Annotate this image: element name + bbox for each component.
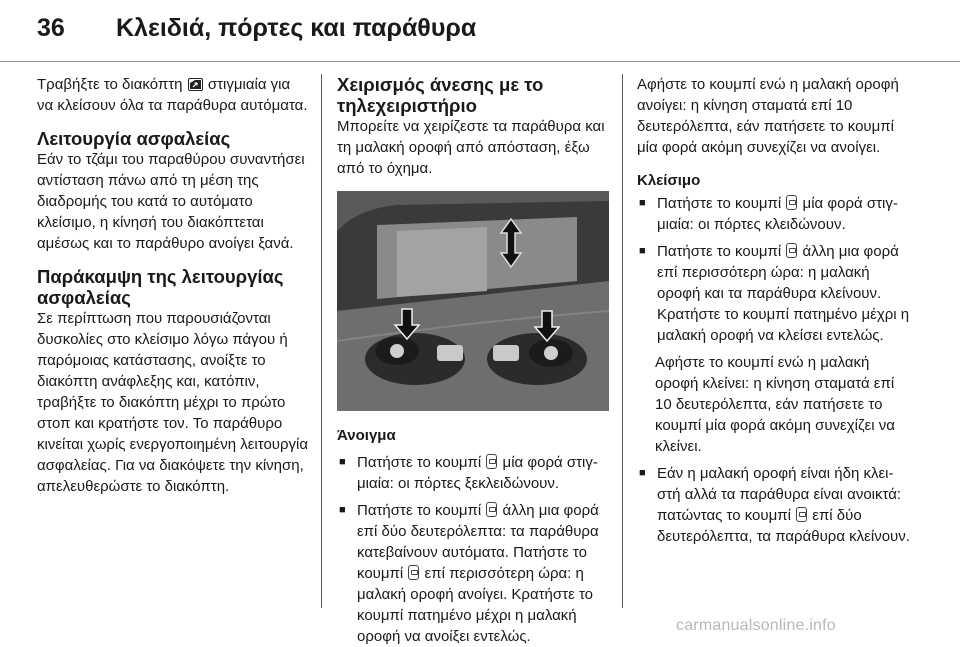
list-item: ■ Εάν η μαλακή οροφή είναι ήδη κλειστή αλλά τα παράθυρα είναι ανοικτά: πατώντας το κουμπί επί δύο δευτερόλεπτα, τα παράθυρα κλείνουν. bbox=[639, 465, 910, 545]
remote-intro: Μπορείτε να χειρίζεστε τα παράθυρα και τη μαλακή οροφή από απόσταση, έξω από το όχημα. bbox=[337, 118, 605, 177]
safety-heading: Λειτουργία ασφαλείας bbox=[37, 128, 231, 149]
list-item: ■ Πατήστε το κουμπί μία φορά στιγμιαία: οι πόρτες κλειδώνουν. bbox=[639, 195, 898, 233]
column-divider bbox=[622, 74, 623, 608]
watermark: carmanualsonline.info bbox=[676, 617, 836, 634]
lock-button-icon bbox=[786, 195, 797, 210]
page-title: Κλειδιά, πόρτες και παράθυρα bbox=[116, 14, 477, 42]
page-header bbox=[0, 0, 960, 62]
list-item: ■ Πατήστε το κουμπί άλλη μια φορά επί περισσότερη ώρα: η μαλακή οροφή και τα παράθυρα κλείνουν. Κρατήστε το κουμπί πατημένο μέχρι η μαλακή οροφή να κλείσει εντελώς. bbox=[639, 243, 910, 344]
opening-heading: Άνοιγμα bbox=[337, 427, 396, 444]
list-item: ■ Πατήστε το κουμπί άλλη μια φορά επί δύο δευτερόλεπτα: τα παράθυρα κατεβαίνουν αυτόματα. Πατήστε το κουμπί επί περισσότερη ώρα: η μαλακή οροφή ανοίγει. Κρατήστε το κουμπί πατημένο μέχρι η μαλακή οροφή να ανοίξει εντελώς. bbox=[339, 502, 599, 645]
unlock-button-icon bbox=[486, 502, 497, 517]
closing-release-text: Αφήστε το κουμπί ενώ η μαλακή οροφή κλείνει: η κίνηση σταματά επί 10 δευτερόλεπτα, εάν πατήσετε το κουμπί μία φορά ακόμη συνεχίζει να κλείνει. bbox=[655, 354, 895, 455]
window-switch-icon bbox=[188, 78, 203, 91]
column-1 bbox=[37, 74, 309, 497]
list-item: ■ Πατήστε το κουμπί μία φορά στιγμιαία: οι πόρτες ξεκλειδώνουν. bbox=[339, 454, 598, 492]
intro-paragraph: Τραβήξτε το διακόπτη στιγμιαία για να κλείσουν όλα τα παράθυρα αυτόματα. bbox=[37, 76, 308, 114]
release-text: Αφήστε το κουμπί ενώ η μαλακή οροφή ανοίγει: η κίνηση σταματά επί 10 δευτερόλεπτα, εάν πατήσετε το κουμπί μία φορά ακόμη συνεχίζει να ανοίγει. bbox=[637, 76, 899, 156]
closing-heading: Κλείσιμο bbox=[637, 172, 701, 189]
override-text: Σε περίπτωση που παρουσιάζονται δυσκολίες στο κλείσιμο λόγω πάγου ή παρόμοιας κατάστασης, ανοίξτε το διακόπτη ανάφλεξης και, κατόπιν, τραβήξτε το διακόπτη μέχρι το πρώτο στοπ και κρατήστε τον. Το παράθυρο κινείται χωρίς ενεργοποιημένη λειτουργία ασφαλείας. Για να διακόψετε την κίνηση, απελευθερώστε το διακόπτη. bbox=[37, 310, 309, 495]
column-2 bbox=[337, 74, 609, 647]
unlock-button-icon bbox=[408, 565, 419, 580]
unlock-button-icon bbox=[486, 454, 497, 469]
column-3 bbox=[637, 74, 911, 547]
lock-button-icon bbox=[786, 243, 797, 258]
remote-control-illustration bbox=[337, 191, 609, 411]
lock-button-icon bbox=[796, 507, 807, 522]
column-divider bbox=[321, 74, 322, 608]
safety-text: Εάν το τζάμι του παραθύρου συναντήσει αντίσταση πάνω από τη μέση της διαδρομής του κατά το αυτόματο κλείσιμο, η κίνησή του διακόπτεται αμέσως και το παράθυρο ανοίγει ξανά. bbox=[37, 151, 305, 252]
remote-heading: Χειρισμός άνεσης με το τηλεχειριστήριο bbox=[337, 74, 544, 116]
header-rule bbox=[0, 61, 960, 62]
override-heading: Παράκαμψη της λειτουργίας ασφαλείας bbox=[37, 266, 284, 308]
page-number: 36 bbox=[37, 14, 65, 42]
